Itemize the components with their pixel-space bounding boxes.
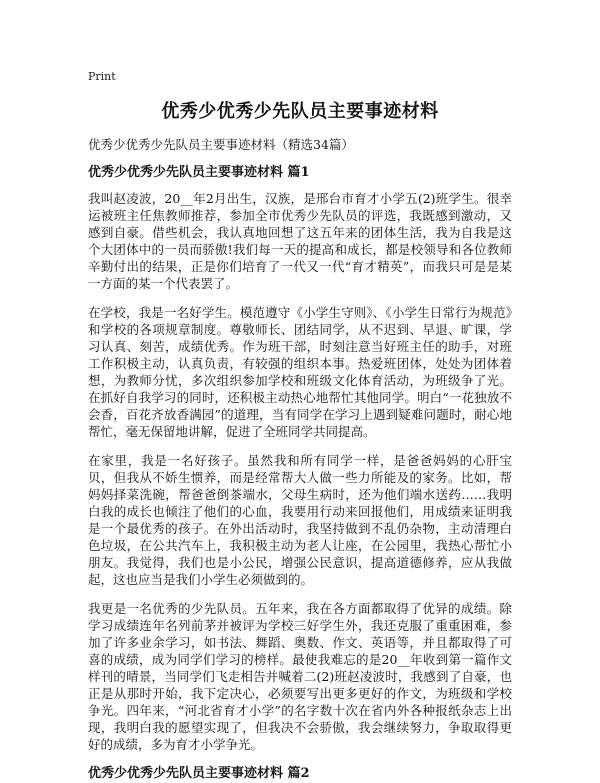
paragraph-4: 我更是一名优秀的少先队员。五年来，我在各方面都取得了优异的成绩。除学习成绩连年名列前茅并被评为学校三好学生外，我还克服了重重困难，参加了许多业余学习，如书法、舞蹈、奥数、作文、英语等，并且都取得了可喜的成绩，成为同学们学习的榜样。最使我难忘的是20__年收到第一篇作文样刊的晴景，当同学们飞走相告并喊着二(2)班赵凌波时，我感到了自豪，也正是从那时开始，我下定决心，必须要写出更多更好的作文，为班级和学校争光。四年来，“河北省育才小学”的名字数十次在省内外各种报纸杂志上出现，我明白我的愿望实现了，但我决不会骄傲，我会继续努力，争取取得更好的成绩，多为育才小学争光。 — [88, 601, 512, 752]
section-heading-2: 优秀少优秀少先队员主要事迹材料 篇2 — [88, 766, 310, 781]
section-heading-1: 优秀少优秀少先队员主要事迹材料 篇1 — [88, 165, 310, 180]
print-link[interactable]: Print — [88, 70, 116, 83]
paragraph-3: 在家里，我是一名好孩子。虽然我和所有同学一样，是爸爸妈妈的心肝宝贝，但我从不娇生惯养，而是经常帮大人做一些力所能及的家务。比如，帮妈妈择菜洗碗，帮爸爸倒茶端水，父母生病时，还为他们端水送药……我明白我的成长也倾注了他们的心血，我要用行动来回报他们，用成绩来证明我是一个最优秀的孩子。在外出活动时，我坚持做到不乱仍杂物，主动清理白色垃圾，在公共汽车上，我积极主动为老人让座，在公园里，我热心帮忙小朋友。我觉得，我们也是小公民，增强公民意识，提高道德修养，应从我做起，这也应当是我们小学生必须做到的。 — [88, 453, 512, 587]
paragraph-1: 我叫赵凌波，20__年2月出生，汉族，是邢台市育才小学五(2)班学生。很幸运被班主任焦教师推荐，参加全市优秀少先队员的评选，我既感到激动，又感到自豪。借些机会，我认真地回想了这五年来的团体生活，我为自我是这个大团体中的一员而骄傲!我们每一天的提高和成长，都是校领导和各位教师辛勤付出的结果，正是你们培育了一代又一代“育才精英”，而我只可是是某一方面的某一个代表罢了。 — [88, 191, 512, 291]
document-subtitle: 优秀少优秀少先队员主要事迹材料（精选34篇） — [88, 137, 354, 152]
document-title: 优秀少优秀少先队员主要事迹材料 — [161, 101, 439, 122]
paragraph-2: 在学校，我是一名好学生。模范遵守《小学生守则》、《小学生日常行为规范》和学校的各项规章制度。尊敬师长、团结同学，从不迟到、早退、旷课，学习认真、刻苦，成绩优秀。作为班干部，时刻注意当好班主任的助手，对班工作积极主动，认真负责，有较强的组织本事。热爱班团体，处处为团体着想，为教师分忧，多次组织参加学校和班级文化体育活动，为班级争了光。在抓好自我学习的同时，还积极主动热心地帮忙其他同学。明白“一花独放不会香，百花齐放香满园”的道理，当有同学在学习上遇到疑难问题时，耐心地帮忙，毫无保留地讲解，促进了全班同学共同提高。 — [88, 305, 512, 439]
